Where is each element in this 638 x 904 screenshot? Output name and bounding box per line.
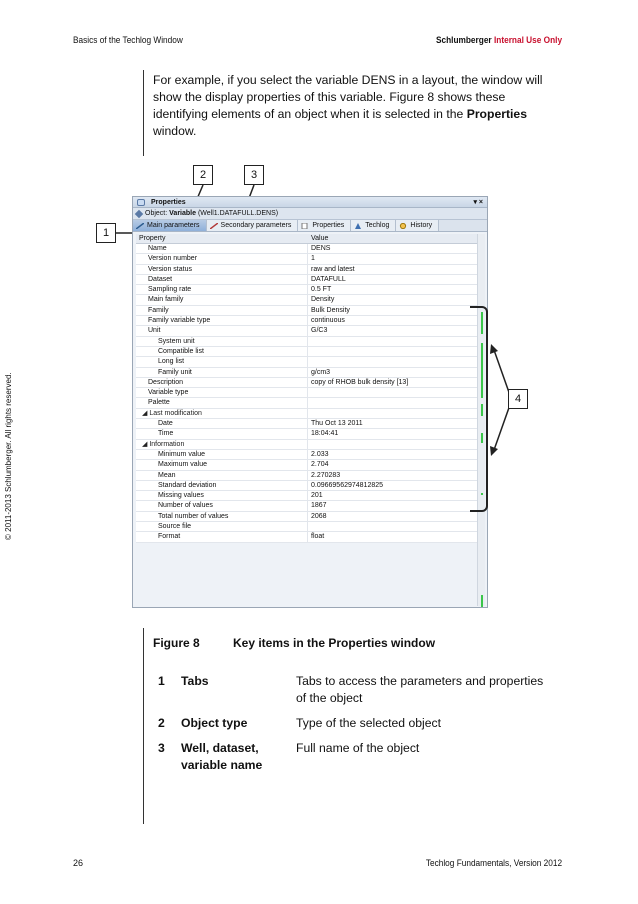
tab-label: Techlog bbox=[365, 222, 390, 229]
property-value[interactable]: 0.5 FT bbox=[311, 286, 332, 294]
callout-3: 3 bbox=[244, 165, 264, 185]
table-body bbox=[136, 244, 479, 543]
techlog-icon bbox=[354, 223, 362, 229]
property-value[interactable]: 2.704 bbox=[311, 461, 329, 469]
legend-number: 2 bbox=[158, 716, 165, 730]
margin-rule-top bbox=[143, 70, 144, 156]
property-value[interactable]: float bbox=[311, 533, 325, 541]
property-name: Unit bbox=[136, 326, 308, 335]
property-name: Total number of values bbox=[136, 512, 308, 521]
properties-titlebar bbox=[133, 197, 487, 208]
property-value[interactable] bbox=[308, 388, 479, 397]
pencil-icon bbox=[210, 223, 218, 229]
table-row[interactable] bbox=[136, 481, 479, 491]
margin-rule-bottom bbox=[143, 628, 144, 824]
property-name: Format bbox=[136, 532, 308, 541]
property-name: Standard deviation bbox=[136, 481, 308, 490]
table-row[interactable] bbox=[136, 512, 479, 522]
table-row[interactable] bbox=[136, 419, 479, 429]
tab-label: Main parameters bbox=[147, 222, 200, 229]
property-name: Main family bbox=[136, 295, 308, 304]
legend-key: Well, dataset, variable name bbox=[181, 741, 263, 772]
property-name: Source file bbox=[136, 522, 308, 531]
property-value[interactable] bbox=[308, 522, 479, 531]
properties-title: Properties bbox=[151, 199, 186, 206]
property-value[interactable]: 18:04:41 bbox=[311, 430, 339, 438]
property-name: Time bbox=[136, 429, 308, 438]
table-row[interactable] bbox=[136, 522, 479, 532]
classification-label: Internal Use Only bbox=[493, 35, 562, 45]
tab-history[interactable] bbox=[396, 220, 439, 231]
pencil-icon bbox=[136, 223, 144, 229]
property-name: Palette bbox=[136, 398, 308, 407]
property-name: Maximum value bbox=[136, 460, 308, 469]
property-value[interactable]: 1 bbox=[311, 255, 315, 263]
table-row[interactable] bbox=[136, 265, 479, 275]
tab-label: History bbox=[410, 222, 433, 229]
property-name: Family variable type bbox=[136, 316, 308, 325]
change-indicator bbox=[481, 595, 483, 607]
intro-paragraph bbox=[153, 72, 553, 140]
property-name: Mean bbox=[136, 471, 308, 480]
page-number: 26 bbox=[73, 858, 84, 868]
table-row[interactable] bbox=[136, 440, 479, 450]
legend-number: 1 bbox=[158, 674, 165, 688]
intro-bold: Properties bbox=[466, 107, 527, 121]
object-type-icon bbox=[135, 210, 143, 218]
object-name: (Well1.DATAFULL.DENS) bbox=[197, 210, 279, 217]
table-row[interactable] bbox=[136, 501, 479, 511]
legend-key: Object type bbox=[181, 716, 248, 730]
table-row[interactable] bbox=[136, 388, 479, 398]
figure-title: Key items in the Properties window bbox=[233, 636, 436, 650]
table-row[interactable] bbox=[136, 285, 479, 295]
table-row[interactable] bbox=[136, 429, 479, 439]
callout-1: 1 bbox=[96, 223, 116, 243]
table-row[interactable] bbox=[136, 316, 479, 326]
intro-text: For example, if you select the variable DENS in a layout, the window will show the display properties of this variable. Figure 8 shows these identifying elements of an object when it is selected in the bbox=[153, 73, 543, 121]
property-value[interactable] bbox=[308, 337, 479, 346]
property-value[interactable]: raw and latest bbox=[311, 265, 355, 273]
tab-secondary-parameters[interactable] bbox=[207, 220, 299, 231]
table-row[interactable] bbox=[136, 450, 479, 460]
property-name: Name bbox=[136, 244, 308, 253]
property-name: Family unit bbox=[136, 368, 308, 377]
object-label: Object: bbox=[145, 210, 168, 217]
table-header bbox=[136, 234, 479, 244]
company-name: Schlumberger bbox=[435, 35, 492, 45]
table-row[interactable] bbox=[136, 306, 479, 316]
running-header-title: Basics of the Techlog Window bbox=[73, 35, 183, 45]
property-value[interactable]: Thu Oct 13 2011 bbox=[311, 420, 363, 428]
property-name: Sampling rate bbox=[136, 285, 308, 294]
property-value[interactable]: 2.270283 bbox=[311, 471, 341, 479]
property-value[interactable]: G/C3 bbox=[311, 327, 328, 335]
figure-legend bbox=[153, 673, 553, 782]
table-row[interactable] bbox=[136, 357, 479, 367]
tab-techlog[interactable] bbox=[351, 220, 396, 231]
property-value[interactable] bbox=[308, 409, 479, 418]
tab-label: Secondary parameters bbox=[220, 222, 292, 229]
property-value[interactable] bbox=[308, 440, 479, 449]
object-bar bbox=[133, 208, 487, 220]
footer-doc-title: Techlog Fundamentals, Version 2012 bbox=[425, 858, 562, 868]
property-value[interactable]: 2068 bbox=[311, 512, 327, 520]
property-name: Compatible list bbox=[136, 347, 308, 356]
property-value[interactable]: Density bbox=[311, 296, 335, 304]
table-row[interactable] bbox=[136, 409, 479, 419]
property-value[interactable] bbox=[308, 398, 479, 407]
property-name: Variable type bbox=[136, 388, 308, 397]
object-type: Variable bbox=[169, 210, 196, 217]
callout-2: 2 bbox=[193, 165, 213, 185]
property-value[interactable]: copy of RHOB bulk density [13] bbox=[311, 378, 409, 386]
property-name: Missing values bbox=[136, 491, 308, 500]
property-value[interactable]: DENS bbox=[311, 245, 331, 252]
figure-caption bbox=[153, 636, 435, 650]
intro-text-end: window. bbox=[153, 124, 197, 138]
document-icon bbox=[301, 223, 309, 229]
properties-window-icon bbox=[137, 199, 145, 206]
column-header-value: Value bbox=[311, 235, 329, 242]
legend-number: 3 bbox=[158, 741, 165, 755]
legend-key: Tabs bbox=[181, 674, 209, 688]
window-controls-icon[interactable]: ▾ × bbox=[473, 199, 483, 206]
property-name: Version number bbox=[136, 254, 308, 263]
column-header-property: Property bbox=[139, 235, 166, 242]
table-row[interactable] bbox=[136, 378, 479, 388]
property-name: Date bbox=[136, 419, 308, 428]
legend-description: Full name of the object bbox=[296, 741, 420, 755]
property-value[interactable] bbox=[308, 357, 479, 366]
property-value[interactable]: 2.033 bbox=[311, 450, 329, 458]
properties-table bbox=[136, 234, 479, 543]
property-value[interactable]: 1867 bbox=[311, 502, 327, 510]
table-row[interactable] bbox=[136, 460, 479, 470]
table-row[interactable] bbox=[136, 254, 479, 264]
table-row[interactable] bbox=[136, 337, 479, 347]
property-name: Minimum value bbox=[136, 450, 308, 459]
property-name: Version status bbox=[136, 265, 308, 274]
property-name: ◢ Information bbox=[136, 440, 308, 449]
legend-item bbox=[153, 715, 553, 732]
properties-window-screenshot bbox=[132, 196, 488, 608]
table-row[interactable] bbox=[136, 275, 479, 285]
property-value[interactable]: DATAFULL bbox=[311, 275, 346, 283]
table-row[interactable] bbox=[136, 244, 479, 254]
property-name: Dataset bbox=[136, 275, 308, 284]
property-name: Long list bbox=[136, 357, 308, 366]
property-value[interactable] bbox=[308, 347, 479, 356]
property-value[interactable]: g/cm3 bbox=[311, 368, 331, 376]
side-copyright: © 2011-2013 Schlumberger. All rights reserved. bbox=[4, 372, 13, 540]
table-row[interactable] bbox=[136, 368, 479, 378]
clock-icon bbox=[399, 223, 407, 229]
legend-description: Type of the selected object bbox=[296, 716, 441, 730]
table-row[interactable] bbox=[136, 295, 479, 305]
table-row[interactable] bbox=[136, 471, 479, 481]
property-name: System unit bbox=[136, 337, 308, 346]
callout-4: 4 bbox=[508, 389, 528, 409]
legend-description: Tabs to access the parameters and properties of the object bbox=[296, 674, 544, 705]
property-value[interactable]: 0.09669562974812825 bbox=[311, 481, 384, 489]
property-name: Number of values bbox=[136, 501, 308, 510]
table-row[interactable] bbox=[136, 532, 479, 542]
property-name: ◢ Last modification bbox=[136, 409, 308, 418]
running-header-classification bbox=[436, 35, 562, 45]
property-name: Description bbox=[136, 378, 308, 387]
tab-properties[interactable] bbox=[298, 220, 351, 231]
properties-tabs bbox=[133, 220, 487, 232]
figure-number: Figure 8 bbox=[153, 636, 200, 650]
legend-item bbox=[153, 673, 553, 707]
tab-label: Properties bbox=[312, 222, 345, 229]
table-row[interactable] bbox=[136, 347, 479, 357]
tab-main-parameters[interactable] bbox=[133, 220, 207, 231]
property-value[interactable]: continuous bbox=[311, 317, 345, 325]
property-name: Family bbox=[136, 306, 308, 315]
property-value[interactable]: Bulk Density bbox=[311, 306, 350, 314]
table-row[interactable] bbox=[136, 326, 479, 336]
table-row[interactable] bbox=[136, 398, 479, 408]
property-value[interactable]: 201 bbox=[311, 492, 323, 500]
table-row[interactable] bbox=[136, 491, 479, 501]
legend-item bbox=[153, 740, 553, 774]
